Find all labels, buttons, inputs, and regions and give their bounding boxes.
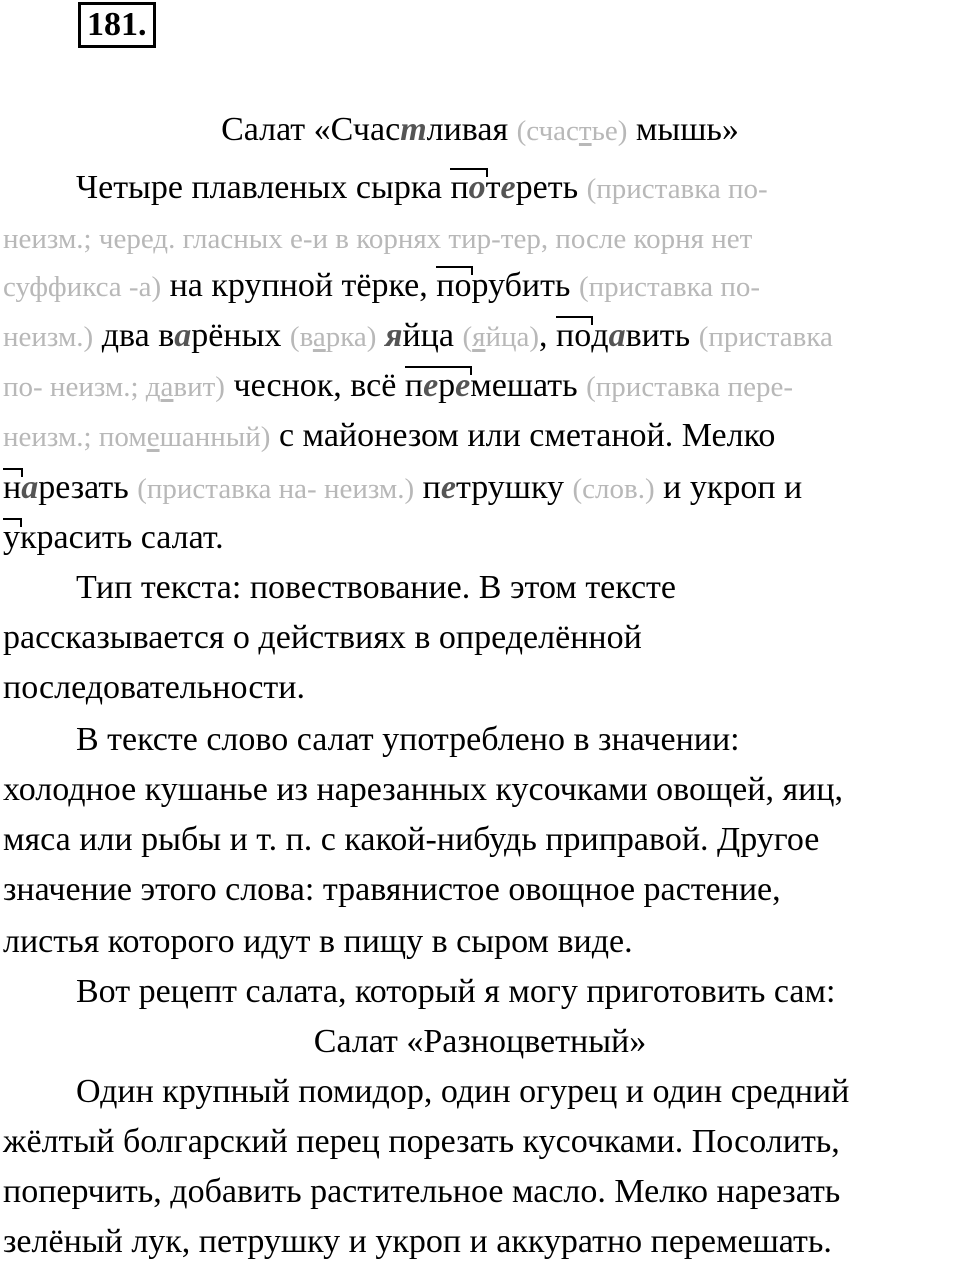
prefix-mark — [405, 366, 470, 406]
text: д — [591, 317, 609, 354]
text: на крупной тёрке, — [161, 267, 437, 304]
note: вит) — [173, 371, 225, 403]
text: два в — [93, 317, 175, 354]
exercise-number: 181. — [78, 2, 156, 48]
note: ( — [462, 321, 473, 353]
prefix-mark — [450, 168, 485, 208]
paragraph-line: рассказывается о действиях в определённой — [3, 619, 642, 656]
paragraph-line: мяса или рыбы и т. п. с какой-нибудь приправой. Другое — [3, 821, 820, 858]
text: Четыре плавленых сырка — [76, 169, 451, 206]
note: ье) — [591, 115, 628, 147]
recipe-title: Салат «Разноцветный» — [313, 1023, 647, 1060]
paragraph-line: поперчить, добавить растительное масло. Мелко нарезать — [3, 1173, 841, 1210]
emphasis-letter: а — [174, 317, 192, 354]
paragraph-line: зелёный лук, петрушку и укроп и аккуратно перемешать. — [3, 1223, 832, 1260]
paragraph-line — [3, 468, 802, 509]
emphasis-letter: а — [608, 317, 626, 354]
note-underlined-letter: т — [578, 115, 592, 147]
text: т — [485, 169, 501, 206]
title-text: Салат «Счас — [221, 111, 401, 148]
text: р — [438, 367, 456, 404]
paragraph-line: значение этого слова: травянистое овощное растение, — [3, 871, 781, 908]
note: неизм.; пом — [3, 421, 147, 453]
note-underlined-letter: а — [160, 371, 174, 403]
text: мешать — [470, 367, 587, 404]
note: (приставка по- — [578, 271, 761, 303]
text: вить — [625, 317, 699, 354]
note: (приставка пере- — [586, 371, 793, 403]
text: , — [539, 317, 557, 354]
title-line — [0, 110, 960, 151]
note: неизм.; черед. гласных е-и в корнях тир-тер, после корня нет — [3, 223, 753, 255]
emphasis-letter: о — [468, 169, 486, 206]
note: (слов.) — [572, 473, 655, 505]
emphasis-letter: т — [400, 111, 427, 148]
text: п — [450, 169, 469, 206]
note-underlined-letter: а — [312, 321, 326, 353]
note: по- неизм.; д — [3, 371, 161, 403]
note: (приставка на- неизм.) — [137, 473, 415, 505]
emphasis-letter: е — [440, 469, 456, 506]
emphasis-letter: а — [21, 469, 39, 506]
paragraph-line: Тип текста: повествование. В этом тексте — [76, 569, 676, 606]
paragraph-line: последовательности. — [3, 669, 305, 706]
text: п — [404, 367, 424, 404]
text: чеснок, всё — [224, 367, 405, 404]
emphasis-letter: е — [455, 367, 471, 404]
note: неизм.) — [3, 321, 94, 353]
paragraph-line — [3, 518, 224, 558]
paragraph-line: Вот рецепт салата, который я могу приготовить сам: — [76, 973, 836, 1010]
text: красить салат. — [20, 519, 224, 556]
note: (в — [289, 321, 313, 353]
note: суффикса -а) — [3, 271, 162, 303]
paragraph-line: Один крупный помидор, один огурец и один средний — [76, 1073, 850, 1110]
emphasis-letter: е — [423, 367, 439, 404]
paragraph-line: В тексте слово салат употреблено в значении: — [76, 721, 740, 758]
paragraph-line: листья которого идут в пищу в сыром виде. — [3, 923, 633, 960]
note: йца) — [485, 321, 540, 353]
text: с майонезом или сметаной. Мелко — [270, 417, 776, 454]
note: (счас — [516, 115, 579, 147]
prefix-mark: по — [556, 317, 592, 354]
emphasis-letter: я — [384, 317, 403, 354]
note-underlined-letter: е — [146, 421, 160, 453]
title-text: мышь» — [627, 111, 739, 148]
text: реть — [515, 169, 587, 206]
paragraph-line — [3, 316, 833, 357]
emphasis-letter: е — [500, 169, 516, 206]
paragraph-line: холодное кушанье из нарезанных кусочками овощей, яиц, — [3, 771, 843, 808]
prefix-mark: у — [3, 519, 20, 556]
title-text: ливая — [426, 111, 517, 148]
note: (приставка — [698, 321, 833, 353]
text: рубить — [471, 267, 579, 304]
prefix-mark: по — [436, 267, 472, 304]
text: йца — [402, 317, 463, 354]
note: (приставка по- — [586, 173, 768, 205]
paragraph-line — [3, 218, 752, 259]
paragraph-line — [3, 266, 760, 307]
text: трушку — [455, 469, 573, 506]
text: и укроп и — [654, 469, 803, 506]
text: рёных — [191, 317, 290, 354]
text: п — [414, 469, 441, 506]
prefix-mark: н — [3, 469, 22, 506]
text: резать — [38, 469, 138, 506]
paragraph-line: жёлтый болгарский перец порезать кусочками. Посолить, — [3, 1123, 840, 1160]
paragraph-line — [3, 416, 775, 457]
note-underlined-letter: я — [472, 321, 486, 353]
paragraph-line — [76, 168, 768, 209]
note: шанный) — [159, 421, 271, 453]
paragraph-line — [3, 366, 793, 407]
note: рка) — [325, 321, 377, 353]
